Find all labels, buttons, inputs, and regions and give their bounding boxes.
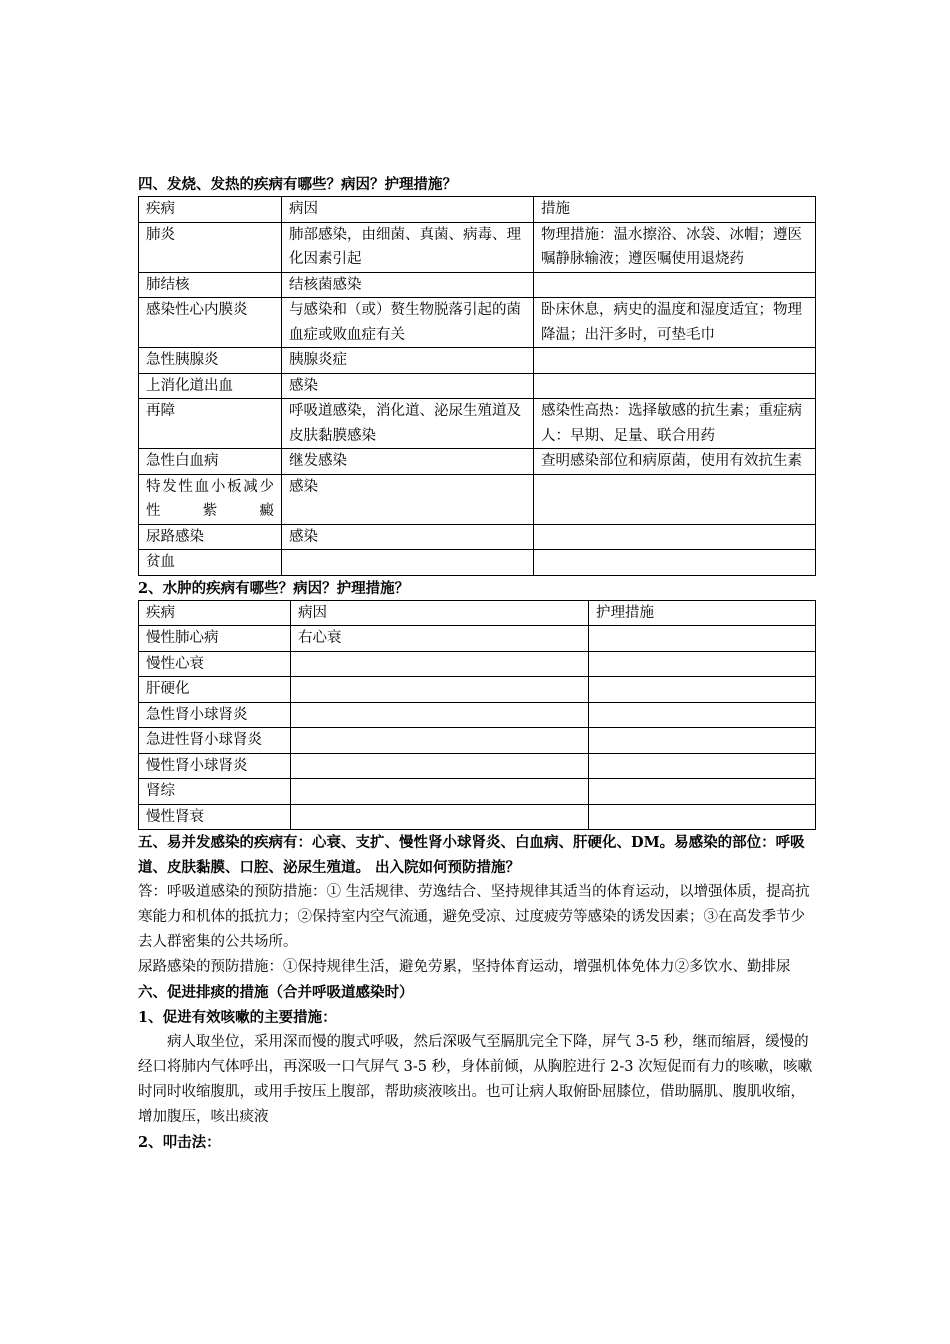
cell-measures xyxy=(534,550,816,576)
table-row xyxy=(139,753,816,779)
table-row xyxy=(139,728,816,754)
respiratory-prevention-answer: 答：呼吸道感染的预防措施：① 生活规律、劳逸结合、坚持规律其适当的体育运动，以增强体质，提高抗寒能力和机体的抵抗力；②保持室内空气流通，避免受凉、过度疲劳等感染的诱发因素；③在高发季节少去人群密集的公共场所。 xyxy=(138,884,810,950)
cell-nursing xyxy=(589,779,816,805)
table-row xyxy=(139,373,816,399)
table-row xyxy=(139,804,816,830)
cell-disease: 急性肾小球肾炎 xyxy=(139,702,291,728)
cell-disease: 慢性心衰 xyxy=(139,651,291,677)
edema-diseases-table xyxy=(138,600,816,831)
table-row xyxy=(139,651,816,677)
header-disease: 疾病 xyxy=(139,197,282,223)
cell-disease: 尿路感染 xyxy=(139,524,282,550)
table-row xyxy=(139,272,816,298)
table-header-row xyxy=(139,600,816,626)
cell-disease: 慢性肺心病 xyxy=(139,626,291,652)
header-nursing: 护理措施 xyxy=(589,600,816,626)
cell-cause: 感染 xyxy=(282,524,534,550)
effective-cough-subheading: 1、促进有效咳嗽的主要措施： xyxy=(138,1009,337,1026)
cell-cause: 感染 xyxy=(282,373,534,399)
cell-nursing xyxy=(589,677,816,703)
table-row xyxy=(139,399,816,449)
cell-disease: 慢性肾小球肾炎 xyxy=(139,753,291,779)
cell-measures: 卧床休息，病史的温度和湿度适宜；物理降温；出汗多时，可垫毛巾 xyxy=(534,298,816,348)
cell-disease: 急进性肾小球肾炎 xyxy=(139,728,291,754)
table-header-row xyxy=(139,197,816,223)
cell-measures xyxy=(534,348,816,374)
cell-measures xyxy=(534,524,816,550)
cell-measures: 物理措施：温水擦浴、冰袋、冰帽；遵医嘱静脉输液；遵医嘱使用退烧药 xyxy=(534,222,816,272)
cell-measures: 查明感染部位和病原菌，使用有效抗生素 xyxy=(534,449,816,475)
cell-cause xyxy=(291,779,589,805)
cell-disease: 再障 xyxy=(139,399,282,449)
cell-nursing xyxy=(589,728,816,754)
cell-disease: 急性胰腺炎 xyxy=(139,348,282,374)
effective-cough-paragraph: 病人取坐位，采用深而慢的腹式呼吸，然后深吸气至膈肌完全下降，屏气 3-5 秒，继而缩唇，缓慢的经口将肺内气体呼出，再深吸一口气屏气 3-5 秒，身体前倾，从胸腔进行 2-3 次短促而有力的咳嗽，咳嗽时同时收缩腹肌，或用手按压上腹部，帮助痰液咳出。也可让病人取俯卧屈膝位，借助膈肌、腹肌收缩，增加腹压，咳出痰液 xyxy=(138,1034,813,1125)
table-row xyxy=(139,524,816,550)
cell-disease: 慢性肾衰 xyxy=(139,804,291,830)
fever-diseases-table xyxy=(138,196,816,576)
cell-nursing xyxy=(589,753,816,779)
cell-cause: 肺部感染，由细菌、真菌、病毒、理化因素引起 xyxy=(282,222,534,272)
cell-disease: 感染性心内膜炎 xyxy=(139,298,282,348)
cell-disease: 贫血 xyxy=(139,550,282,576)
table-row xyxy=(139,702,816,728)
header-disease: 疾病 xyxy=(139,600,291,626)
cell-disease: 肾综 xyxy=(139,779,291,805)
table-row xyxy=(139,222,816,272)
cell-cause xyxy=(291,804,589,830)
cell-cause xyxy=(291,651,589,677)
cell-measures: 感染性高热：选择敏感的抗生素；重症病人：早期、足量、联合用药 xyxy=(534,399,816,449)
cell-measures xyxy=(534,373,816,399)
cell-disease: 肝硬化 xyxy=(139,677,291,703)
cell-disease: 肺炎 xyxy=(139,222,282,272)
table-row xyxy=(139,677,816,703)
header-cause: 病因 xyxy=(282,197,534,223)
section6-heading: 六、促进排痰的措施（合并呼吸道感染时） xyxy=(138,984,414,1001)
section5-heading: 五、易并发感染的疾病有：心衰、支扩、慢性肾小球肾炎、白血病、肝硬化、DM。易感染的部位：呼吸道、皮肤黏膜、口腔、泌尿生殖道。 出入院如何预防措施？ xyxy=(138,834,805,876)
cell-cause xyxy=(291,702,589,728)
table-row xyxy=(139,348,816,374)
header-measures: 措施 xyxy=(534,197,816,223)
percussion-subheading: 2、叩击法： xyxy=(138,1134,221,1151)
cell-disease: 上消化道出血 xyxy=(139,373,282,399)
cell-nursing xyxy=(589,804,816,830)
cell-cause: 继发感染 xyxy=(282,449,534,475)
cell-measures xyxy=(534,474,816,524)
cell-cause: 呼吸道感染，消化道、泌尿生殖道及皮肤黏膜感染 xyxy=(282,399,534,449)
cell-cause: 右心衰 xyxy=(291,626,589,652)
cell-disease: 特发性血小板减少性紫癜 xyxy=(139,474,282,524)
cell-disease: 肺结核 xyxy=(139,272,282,298)
cell-cause xyxy=(291,753,589,779)
document-content xyxy=(138,174,816,1155)
section4-heading: 四、发烧、发热的疾病有哪些？病因？护理措施？ xyxy=(138,176,457,193)
cell-nursing xyxy=(589,651,816,677)
cell-cause: 结核菌感染 xyxy=(282,272,534,298)
urinary-prevention-text: 尿路感染的预防措施：①保持规律生活，避免劳累，坚持体育运动，增强机体免体力②多饮水、勤排尿 xyxy=(138,959,791,975)
table-row xyxy=(139,449,816,475)
table-row xyxy=(139,298,816,348)
cell-cause: 与感染和（或）赘生物脱落引起的菌血症或败血症有关 xyxy=(282,298,534,348)
cell-nursing xyxy=(589,702,816,728)
table-row xyxy=(139,550,816,576)
cell-measures xyxy=(534,272,816,298)
cell-cause: 感染 xyxy=(282,474,534,524)
table-row xyxy=(139,779,816,805)
table-row xyxy=(139,474,816,524)
section2-heading: 2、水肿的疾病有哪些？病因？护理措施？ xyxy=(138,579,410,597)
cell-disease: 急性白血病 xyxy=(139,449,282,475)
table-row xyxy=(139,626,816,652)
cell-nursing xyxy=(589,626,816,652)
cell-cause xyxy=(291,677,589,703)
cell-cause xyxy=(282,550,534,576)
cell-cause xyxy=(291,728,589,754)
header-cause: 病因 xyxy=(291,600,589,626)
cell-cause: 胰腺炎症 xyxy=(282,348,534,374)
